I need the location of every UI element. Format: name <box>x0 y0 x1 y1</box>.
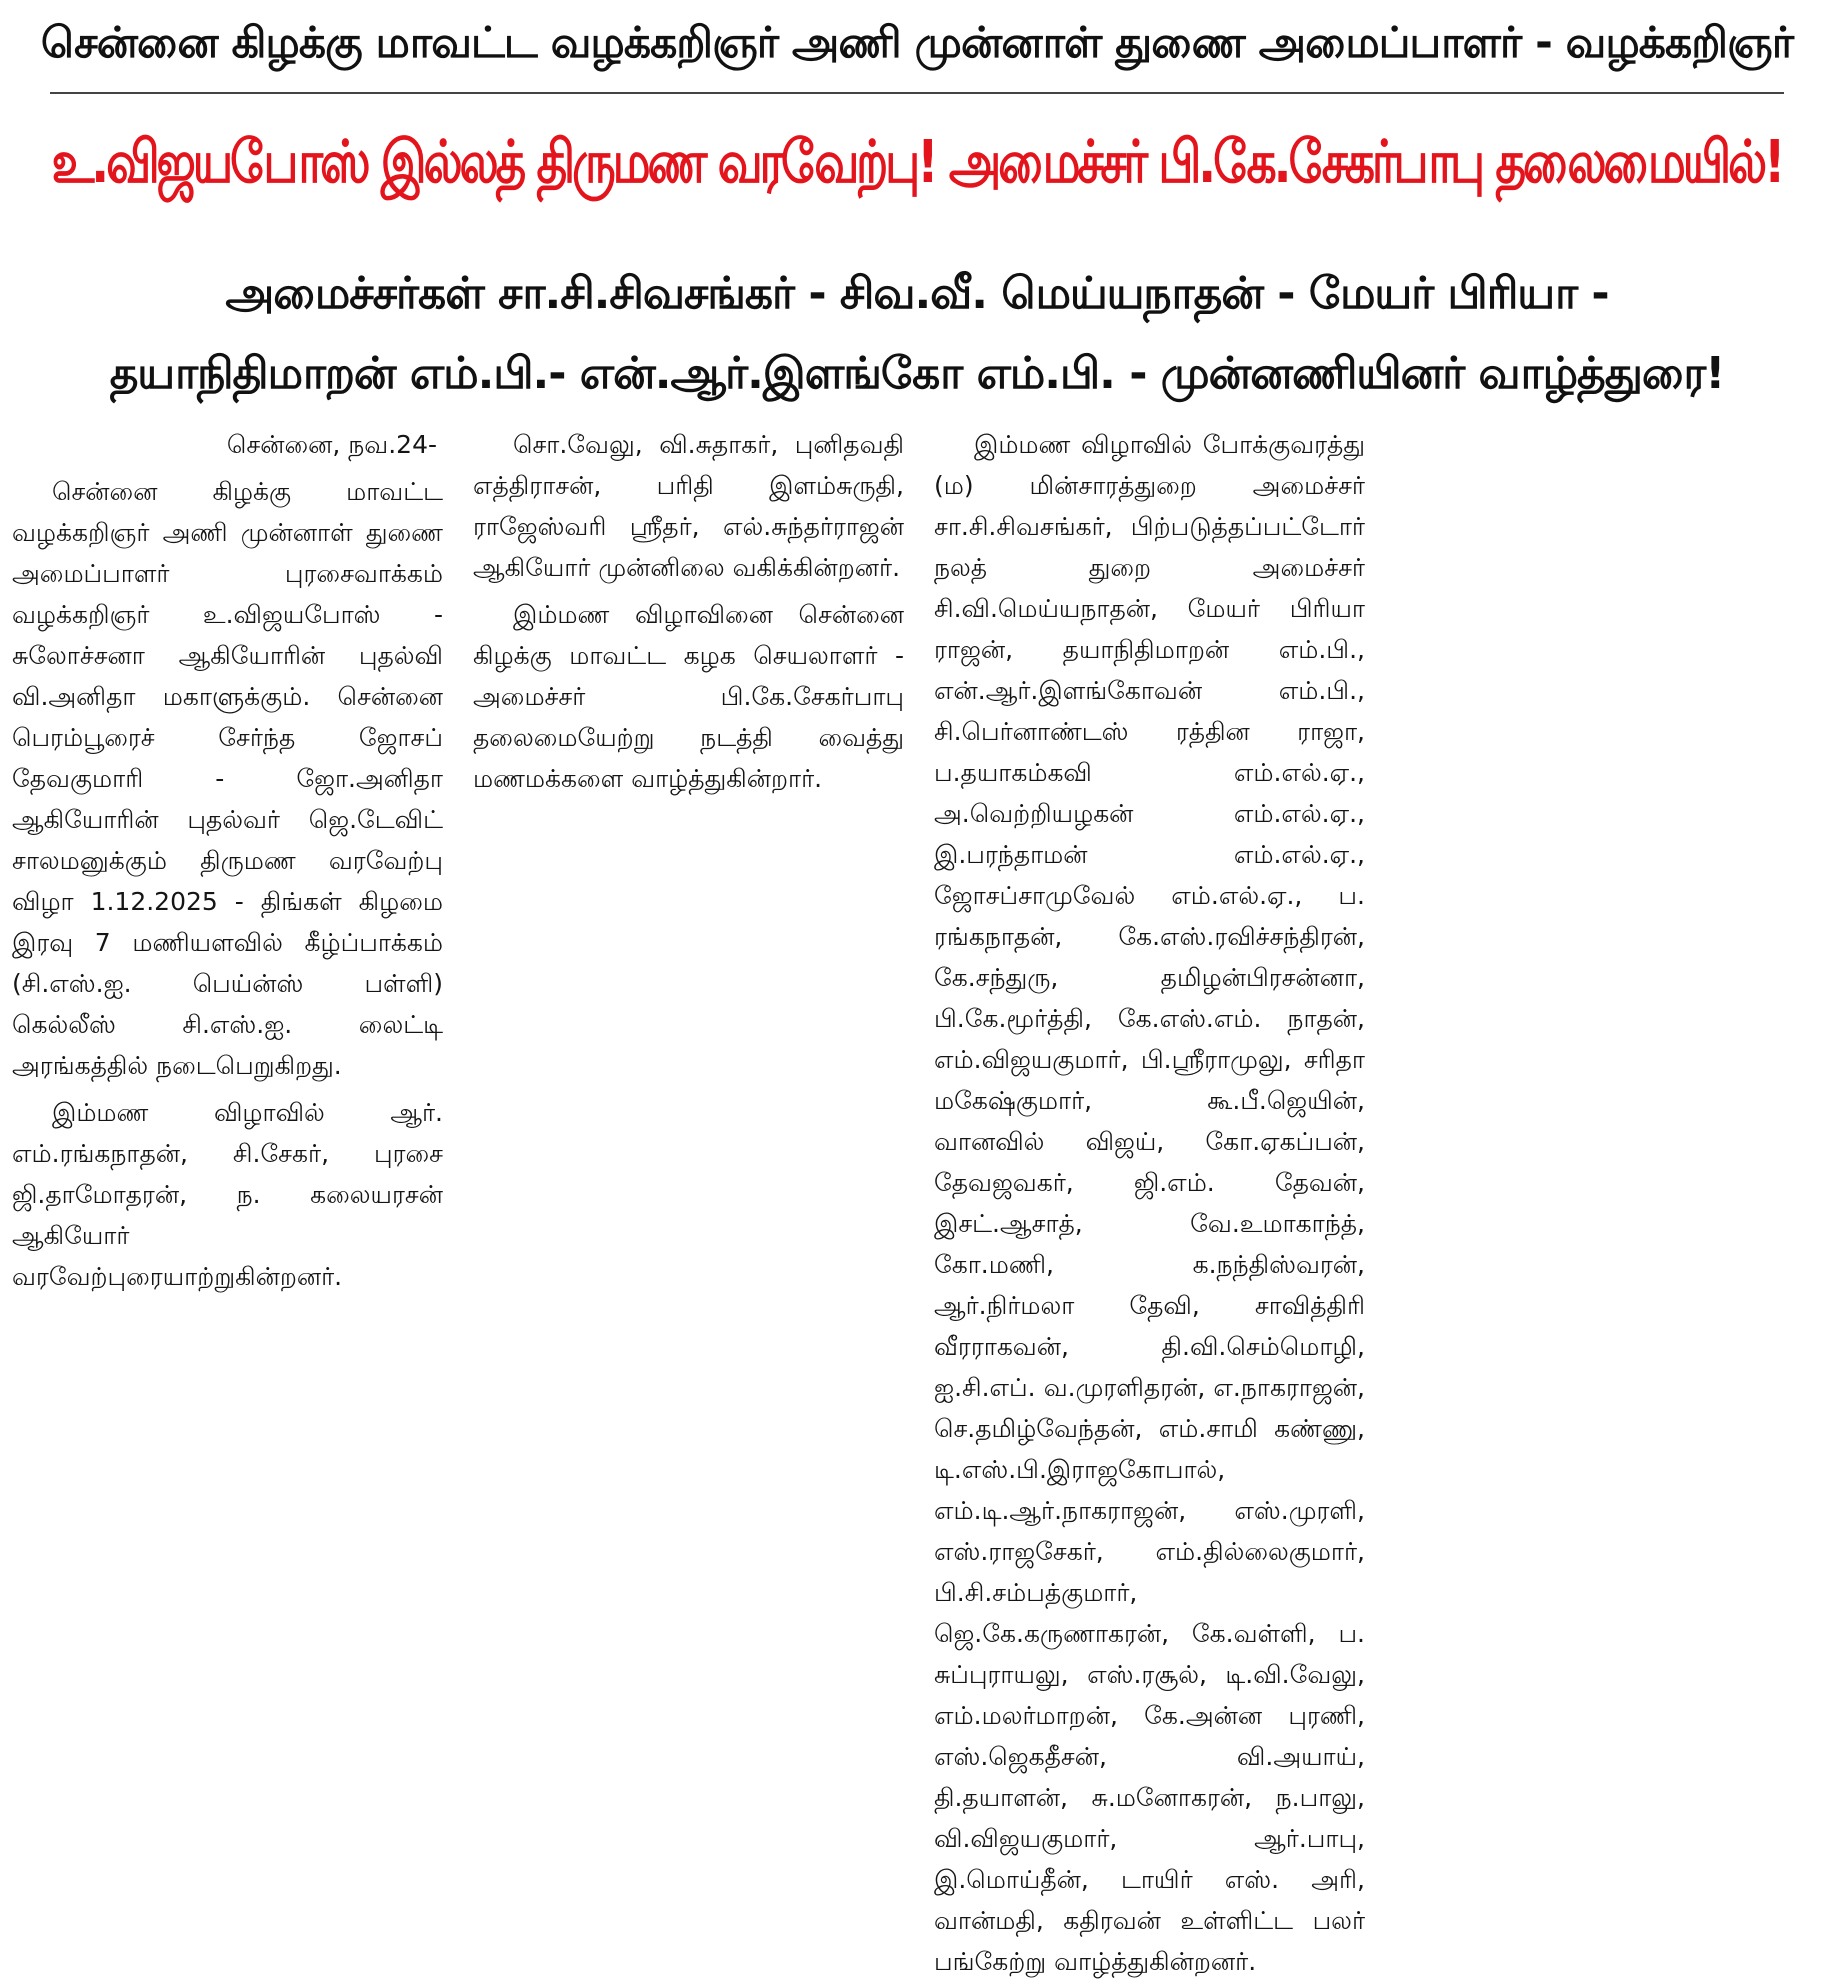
article-body <box>12 424 1826 1976</box>
article-column-4 <box>1395 424 1826 1982</box>
article-column-1 <box>12 424 443 1982</box>
article-column-2 <box>473 424 904 1982</box>
dateline: சென்னை, நவ.24- <box>226 430 437 459</box>
kicker-headline: சென்னை கிழக்கு மாவட்ட வழக்கறிஞர் அணி முன்னாள் துணை அமைப்பாளர் - வழக்கறிஞர் <box>40 18 1794 68</box>
header-divider <box>50 92 1784 94</box>
paragraph-4: இம்மண விழாவினை சென்னை கிழக்கு மாவட்ட கழக செயலாளர் - அமைச்சர் பி.கே.சேகர்பாபு தலைமையேற்று நடத்தி வைத்து மணமக்களை வாழ்த்துகின்றார். <box>473 600 904 793</box>
paragraph-2: இம்மண விழாவில் ஆர். எம்.ரங்கநாதன், சி.சேகர், புரசை ஜி.தாமோதரன், ந. கலையரசன் ஆகியோர் வரவேற்புரையாற்றுகின்றனர். <box>12 1098 443 1291</box>
main-headline: உ.விஜயபோஸ் இல்லத் திருமண வரவேற்பு! அமைச்சர் பி.கே.சேகர்பாபு தலைமையில்! <box>51 128 1783 198</box>
subheadline-line-2: தயாநிதிமாறன் எம்.பி.- என்.ஆர்.இளங்கோ எம்.பி. - முன்னணியினர் வாழ்த்துரை! <box>109 348 1725 399</box>
article-column-3 <box>934 424 1365 1982</box>
paragraph-3: சொ.வேலு, வி.சுதாகர், புனிதவதி எத்திராசன், பரிதி இளம்சுருதி, ராஜேஸ்வரி ஸ்ரீதர், எல்.சுந்தர்ராஜன் ஆகியோர் முன்னிலை வகிக்கின்றனர். <box>473 430 904 582</box>
paragraph-5: இம்மண விழாவில் போக்குவரத்து (ம) மின்சாரத்துறை அமைச்சர் சா.சி.சிவசங்கர், பிற்படுத்தப்பட்டோர் நலத் துறை அமைச்சர் சி.வி.மெய்யநாதன், மேயர் பிரியா ராஜன், தயாநிதிமாறன் எம்.பி., என்.ஆர்.இளங்கோவன் எம்.பி., சி.பெர்னாண்டஸ் ரத்தின ராஜா, ப.தயாகம்கவி எம்.எல்.ஏ., அ.வெற்றியழகன் எம்.எல்.ஏ., இ.பரந்தாமன் எம்.எல்.ஏ., ஜோசப்சாமுவேல் எம்.எல்.ஏ., ப. ரங்கநாதன், கே.எஸ்.ரவிச்சந்திரன், கே.சந்துரு, தமிழன்பிரசன்னா, பி.கே.மூர்த்தி, கே.எஸ்.எம். நாதன், எம்.விஜயகுமார், பி.ஸ்ரீராமுலு, சரிதா மகேஷ்குமார், கூ.பீ.ஜெயின், வானவில் விஜய், கோ.ஏகப்பன், தேவஜவகர், ஜி.எம். தேவன், இசட்.ஆசாத், வே.உமாகாந்த், கோ.மணி, க.நந்திஸ்வரன், ஆர்.நிர்மலா தேவி, சாவித்திரி வீரராகவன், தி.வி.செம்மொழி, ஐ.சி.எப். வ.முரளிதரன், எ.நாகராஜன், செ.தமிழ்வேந்தன், எம்.சாமி கண்ணு, டி.எஸ்.பி.இராஜகோபால், எம்.டி.ஆர்.நாகராஜன், எஸ்.முரளி, எஸ்.ராஜசேகர், எம்.தில்லைகுமார், பி.சி.சம்பத்குமார், ஜெ.கே.கருணாகரன், கே.வள்ளி, ப. சுப்புராயலு, எஸ்.ரசூல், டி.வி.வேலு, எம்.மலர்மாறன், கே.அன்ன புரணி, எஸ்.ஜெகதீசன், வி.அயாய், தி.தயாளன், சு.மனோகரன், ந.பாலு, வி.விஜயகுமார், ஆர்.பாபு, இ.மொய்தீன், டாயிர் எஸ். அரி, வான்மதி, கதிரவன் உள்ளிட்ட பலர் பங்கேற்று வாழ்த்துகின்றனர். <box>934 430 1365 1976</box>
paragraph-1: சென்னை கிழக்கு மாவட்ட வழக்கறிஞர் அணி முன்னாள் துணை அமைப்பாளர் புரசைவாக்கம் வழக்கறிஞர் உ.விஜயபோஸ் - சுலோச்சனா ஆகியோரின் புதல்வி வி.அனிதா மகாளுக்கும். சென்னை பெரம்பூரைச் சேர்ந்த ஜோசப் தேவகுமாரி - ஜோ.அனிதா ஆகியோரின் புதல்வர் ஜெ.டேவிட் சாலமனுக்கும் திருமண வரவேற்பு விழா 1.12.2025 - திங்கள் கிழமை இரவு 7 மணியளவில் கீழ்ப்பாக்கம் (சி.எஸ்.ஐ. பெய்ன்ஸ் பள்ளி) கெல்லீஸ் சி.எஸ்.ஐ. லைட்டி அரங்கத்தில் நடைபெறுகிறது. <box>12 477 443 1080</box>
subheadline-line-1: அமைச்சர்கள் சா.சி.சிவசங்கர் - சிவ.வீ. மெய்யநாதன் - மேயர் பிரியா - <box>225 268 1609 319</box>
